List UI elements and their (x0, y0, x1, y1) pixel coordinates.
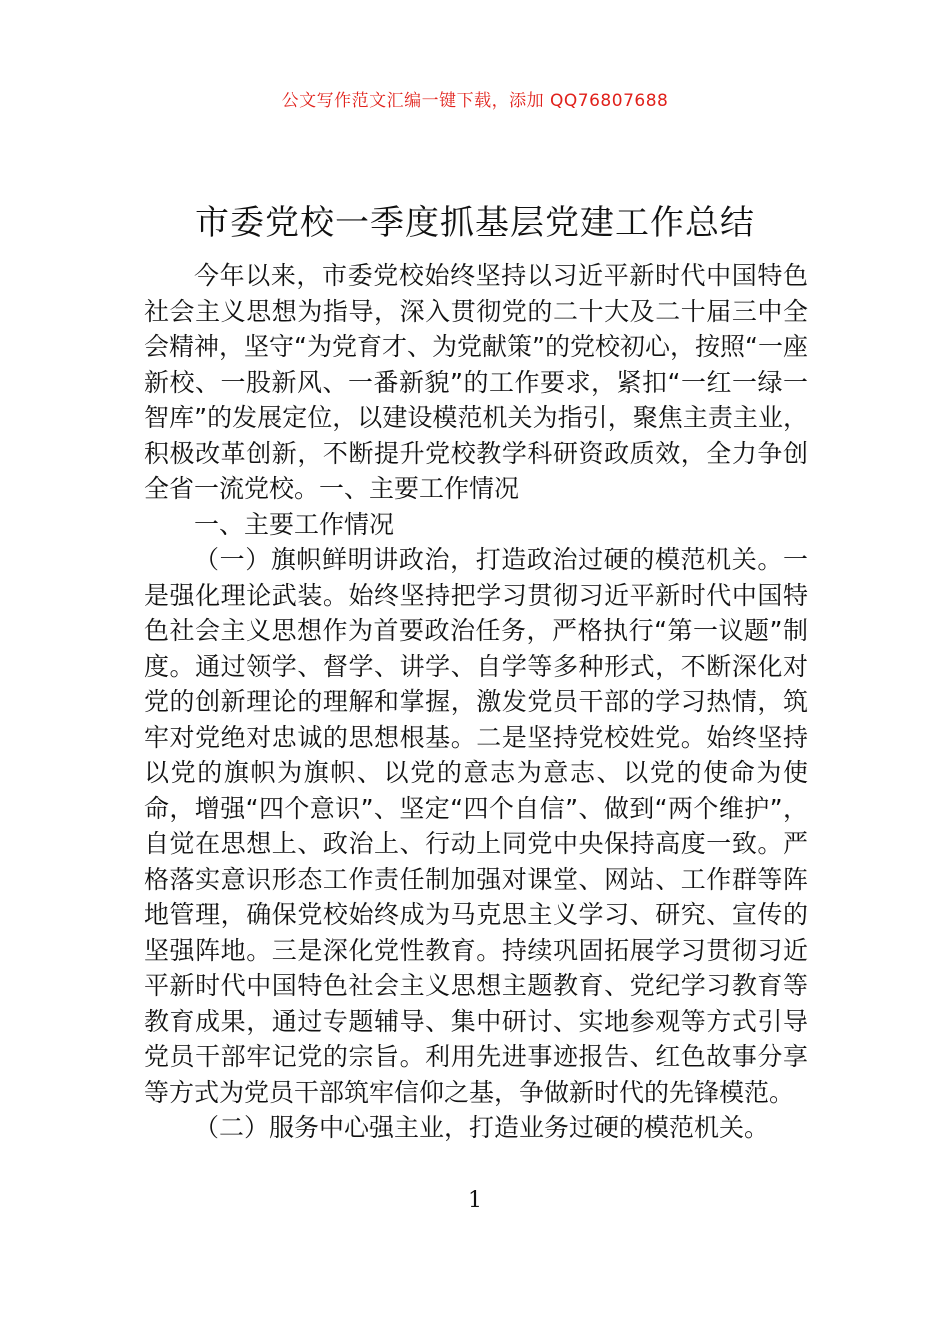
document-title: 市委党校一季度抓基层党建工作总结 (195, 202, 755, 243)
download-banner: 公文写作范文汇编一键下载，添加 QQ76807688 (281, 91, 669, 111)
paragraph-intro: 今年以来，市委党校始终坚持以习近平新时代中国特色社会主义思想为指导，深入贯彻党的二十大及二十届三中全会精神，坚守“为党育才、为党献策”的党校初心，按照“一座新校、一股新风、一番新貌”的工作要求，紧扣“一红一绿一智库”的发展定位，以建设模范机关为指引，聚焦主责主业，积极改革创新，不断提升党校教学科研资政质效，全力争创全省一流党校。一、主要工作情况 (144, 261, 808, 503)
paragraph-section-two-heading: （二）服务中心强主业，打造业务过硬的模范机关。 (194, 1113, 770, 1142)
paragraph-section-one: （一）旗帜鲜明讲政治，打造政治过硬的模范机关。一是强化理论武装。始终坚持把学习贯彻习近平新时代中国特色社会主义思想作为首要政治任务，严格执行“第一议题”制度。通过领学、督学、讲学、自学等多种形式，不断深化对党的创新理论的理解和掌握，激发党员干部的学习热情，筑牢对党绝对忠诚的思想根基。二是坚持党校姓党。始终坚持以党的旗帜为旗帜、以党的意志为意志、以党的使命为使命，增强“四个意识”、坚定“四个自信”、做到“两个维护”，自觉在思想上、政治上、行动上同党中央保持高度一致。严格落实意识形态工作责任制加强对课堂、网站、工作群等阵地管理，确保党校始终成为马克思主义学习、研究、宣传的坚强阵地。三是深化党性教育。持续巩固拓展学习贯彻习近平新时代中国特色社会主义思想主题教育、党纪学习教育等教育成果，通过专题辅导、集中研讨、实地参观等方式引导党员干部牢记党的宗旨。利用先进事迹报告、红色故事分享等方式为党员干部筑牢信仰之基，争做新时代的先锋模范。 (144, 545, 808, 1107)
document-body (144, 258, 808, 1146)
section-heading: 一、主要工作情况 (194, 509, 395, 539)
page-number: 1 (468, 1188, 482, 1213)
